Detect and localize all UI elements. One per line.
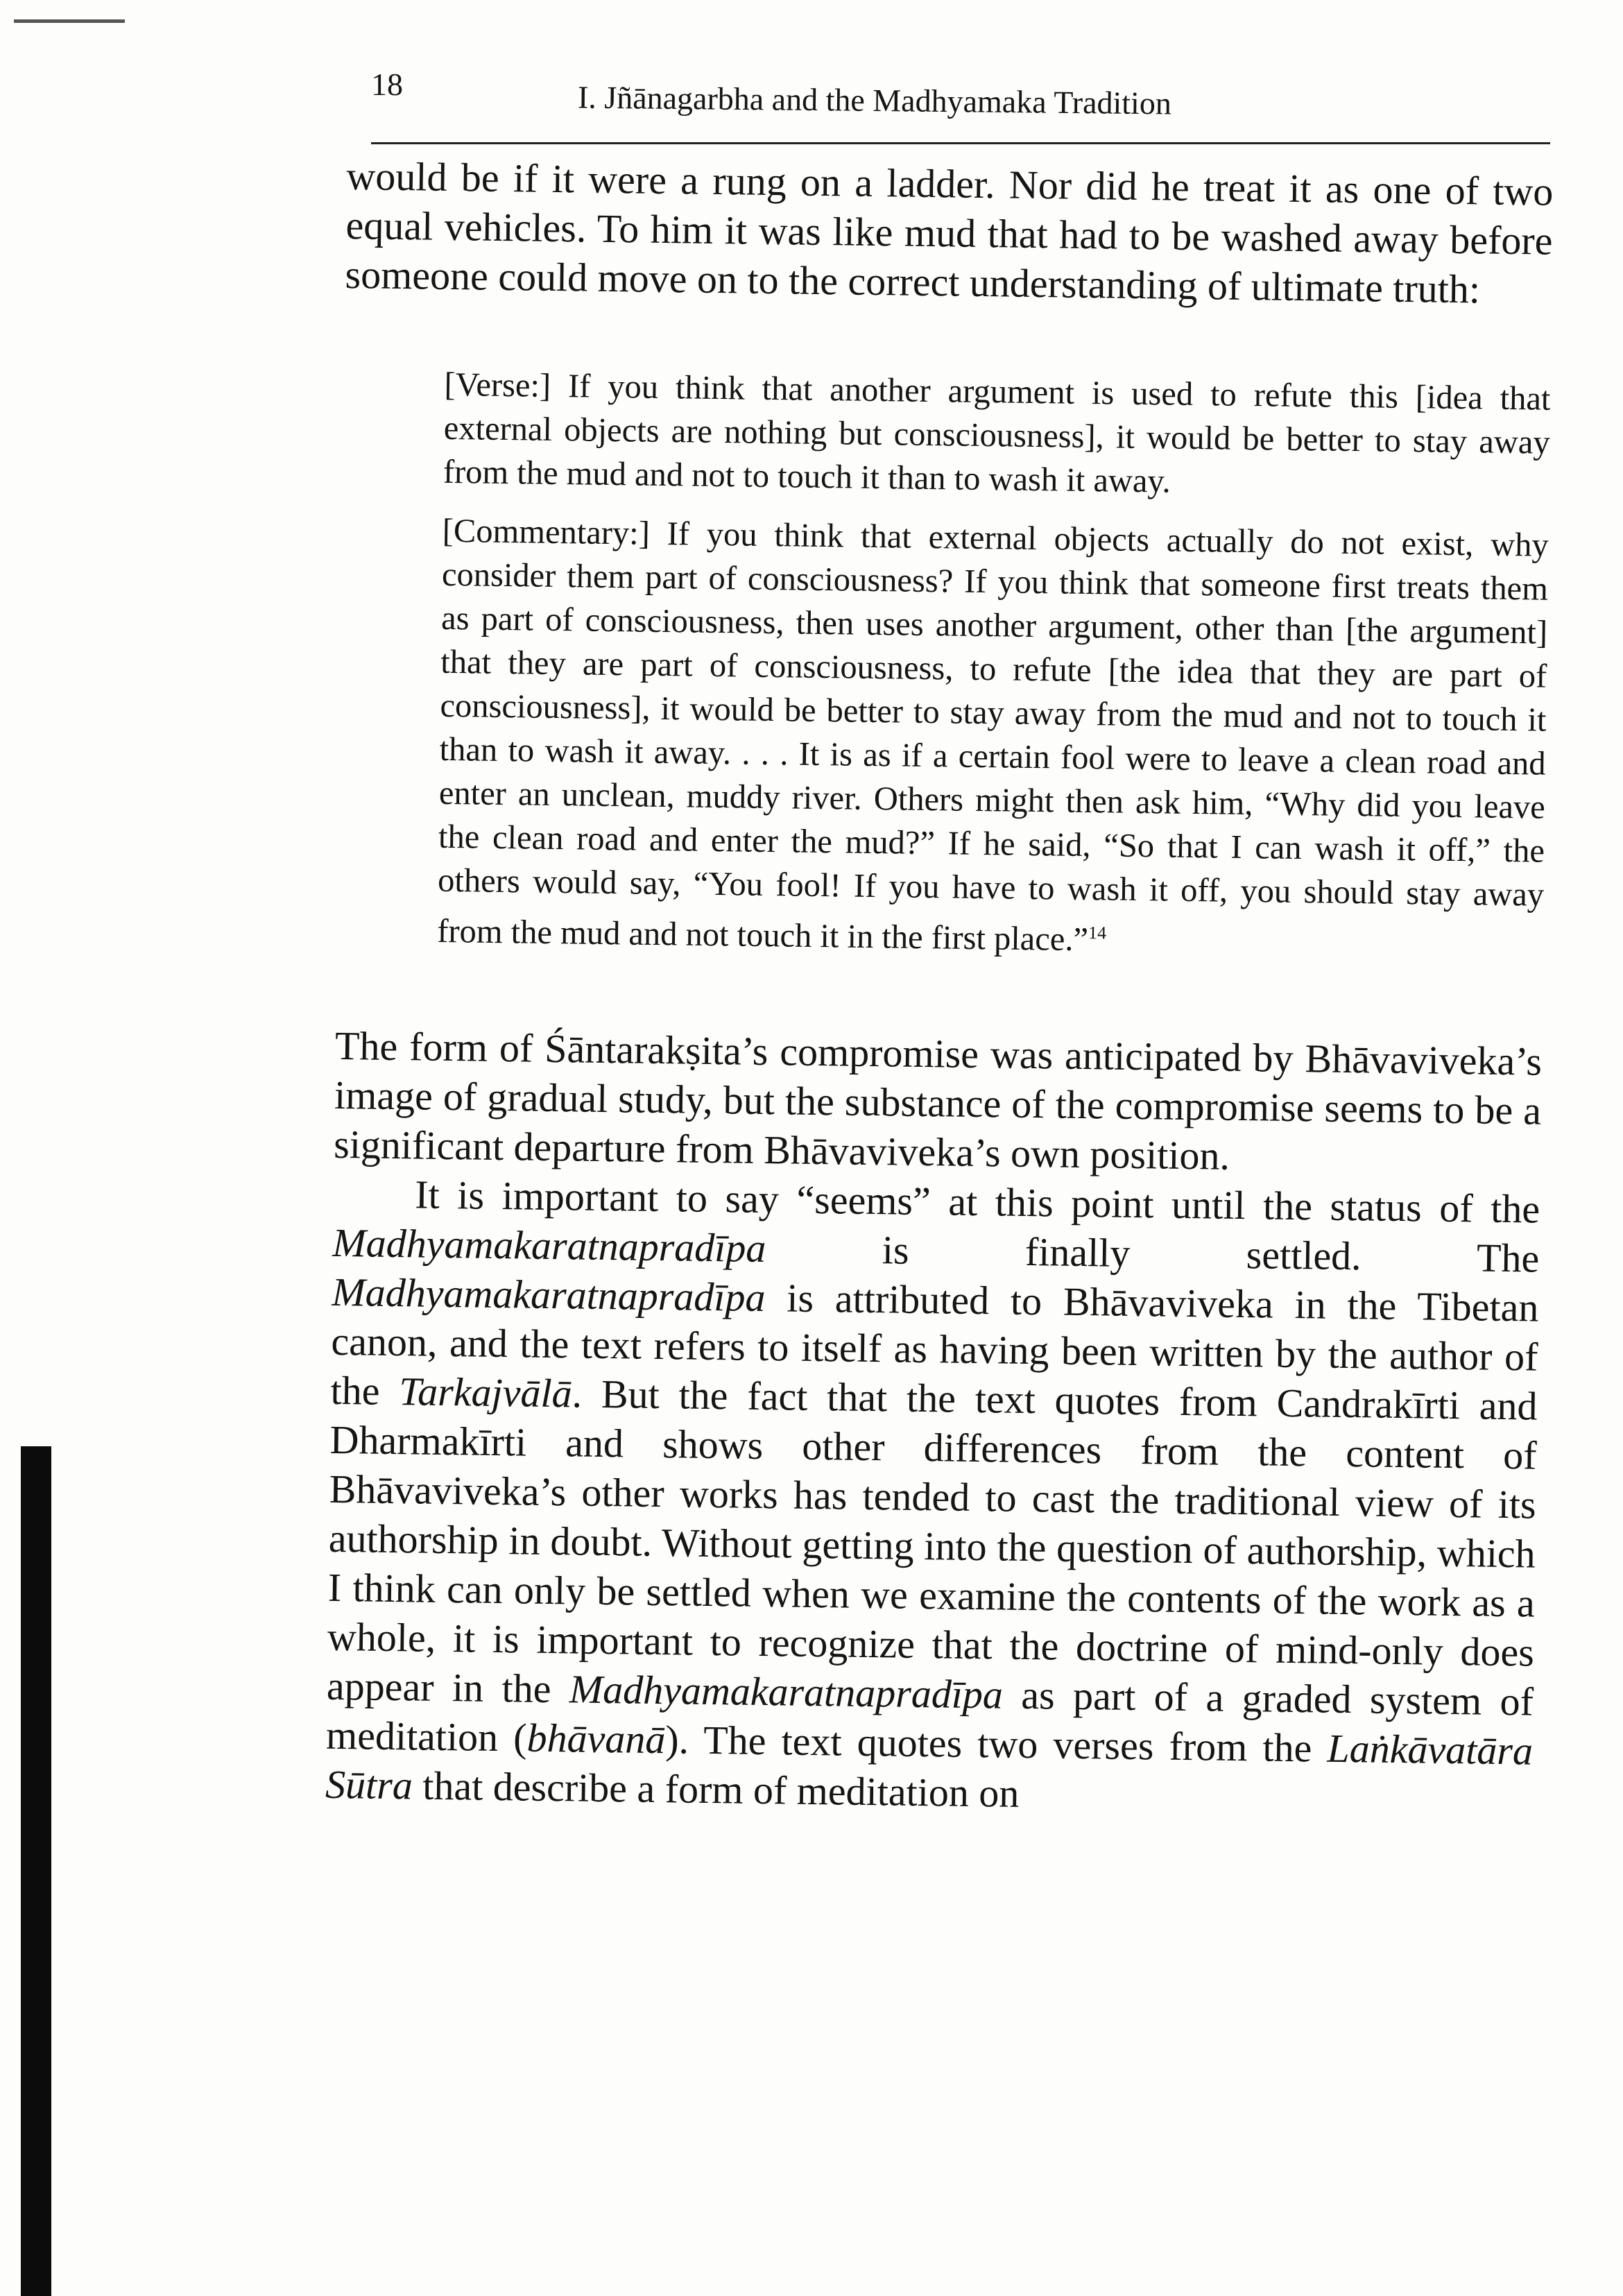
block-quote	[437, 363, 1551, 968]
running-head: I. Jñānagarbha and the Madhyamaka Tradition	[577, 79, 1172, 121]
scan-edge-shadow	[21, 1446, 51, 2296]
quote-verse: [Verse:] If you think that another argument is used to refute this [idea that external objects are nothing but consciousness], it would be better to stay away from the mud and not to touch it than to wash it away.	[443, 366, 1551, 500]
text-run: . But the fact that the text quotes from Candrakīrti and Dharmakīrti and shows other differences from the content of Bhāvaviveka’s other works has tended to cast the traditional view of its authorship in doubt. Without getting into the question of authorship, which I think can only be settled when we examine the contents of the work as a whole, it is important to recognize that the doctrine of mind-only does appear in the	[326, 1371, 1538, 1712]
paragraph-status	[325, 1169, 1540, 1825]
paragraph-compromise: The form of Śāntarakṣita’s compromise was anticipated by Bhāvaviveka’s image of gradual study, but the substance of the compromise seems to be a significant departure from Bhāvaviveka’s own position.	[333, 1023, 1543, 1179]
title-italic: Laṅkāvatāra Sūtra	[325, 1725, 1534, 1808]
page-body	[325, 151, 1554, 1825]
text-run: It is important to say “seems” at this point until the status of the	[414, 1172, 1540, 1232]
footnote-reference: 14	[1088, 923, 1107, 943]
scan-corner-mark	[14, 19, 125, 23]
text-run: that describe a form of meditation on	[412, 1763, 1020, 1817]
quote-commentary	[437, 509, 1549, 968]
title-italic: Madhyamakaratnapradīpa	[332, 1220, 766, 1271]
title-italic: Madhyamakaratnapradīpa	[332, 1269, 766, 1321]
commentary-text: [Commentary:] If you think that external objects actually do not exist, why consider them part of consciousness? If you think that someone first treats them as part of consciousness, then uses another argument, other than [the argument] that they are part of consciousness, to refute [the idea that they are part of consciousness], it would be better to stay away from the mud and not to touch it than to wash it away. . . . It is as if a certain fool were to leave a clean road and enter an unclean, muddy river. Others might then ask him, “Why did you leave the clean road and enter the mud?” If he said, “So that I can wash it off,” the others would say, “You fool! If you have to wash it off, you should stay away from the mud and not touch it in the first place.”	[436, 512, 1549, 959]
text-run: ). The text quotes two verses from the	[664, 1717, 1328, 1771]
page-number: 18	[371, 67, 403, 102]
text-run: is attributed to Bhāvaviveka in the Tibetan canon, and the text refers to itself as having been written by the author of the	[330, 1275, 1539, 1414]
title-italic: Madhyamakaratnapradīpa	[569, 1666, 1004, 1717]
text-run: is finally settled. The	[765, 1226, 1540, 1281]
title-italic: Tarkajvālā	[398, 1369, 572, 1416]
text-run: as part of a graded system of meditation (	[325, 1672, 1534, 1760]
term-italic: bhāvanā	[526, 1715, 666, 1763]
continued-paragraph: would be if it were a rung on a ladder. Nor did he treat it as one of two equal vehicles. To him it was like mud that had to be washed away before someone could move on to the correct understanding of ultimate truth:	[345, 153, 1554, 312]
header-rule	[371, 142, 1550, 144]
main-text	[325, 1021, 1543, 1825]
